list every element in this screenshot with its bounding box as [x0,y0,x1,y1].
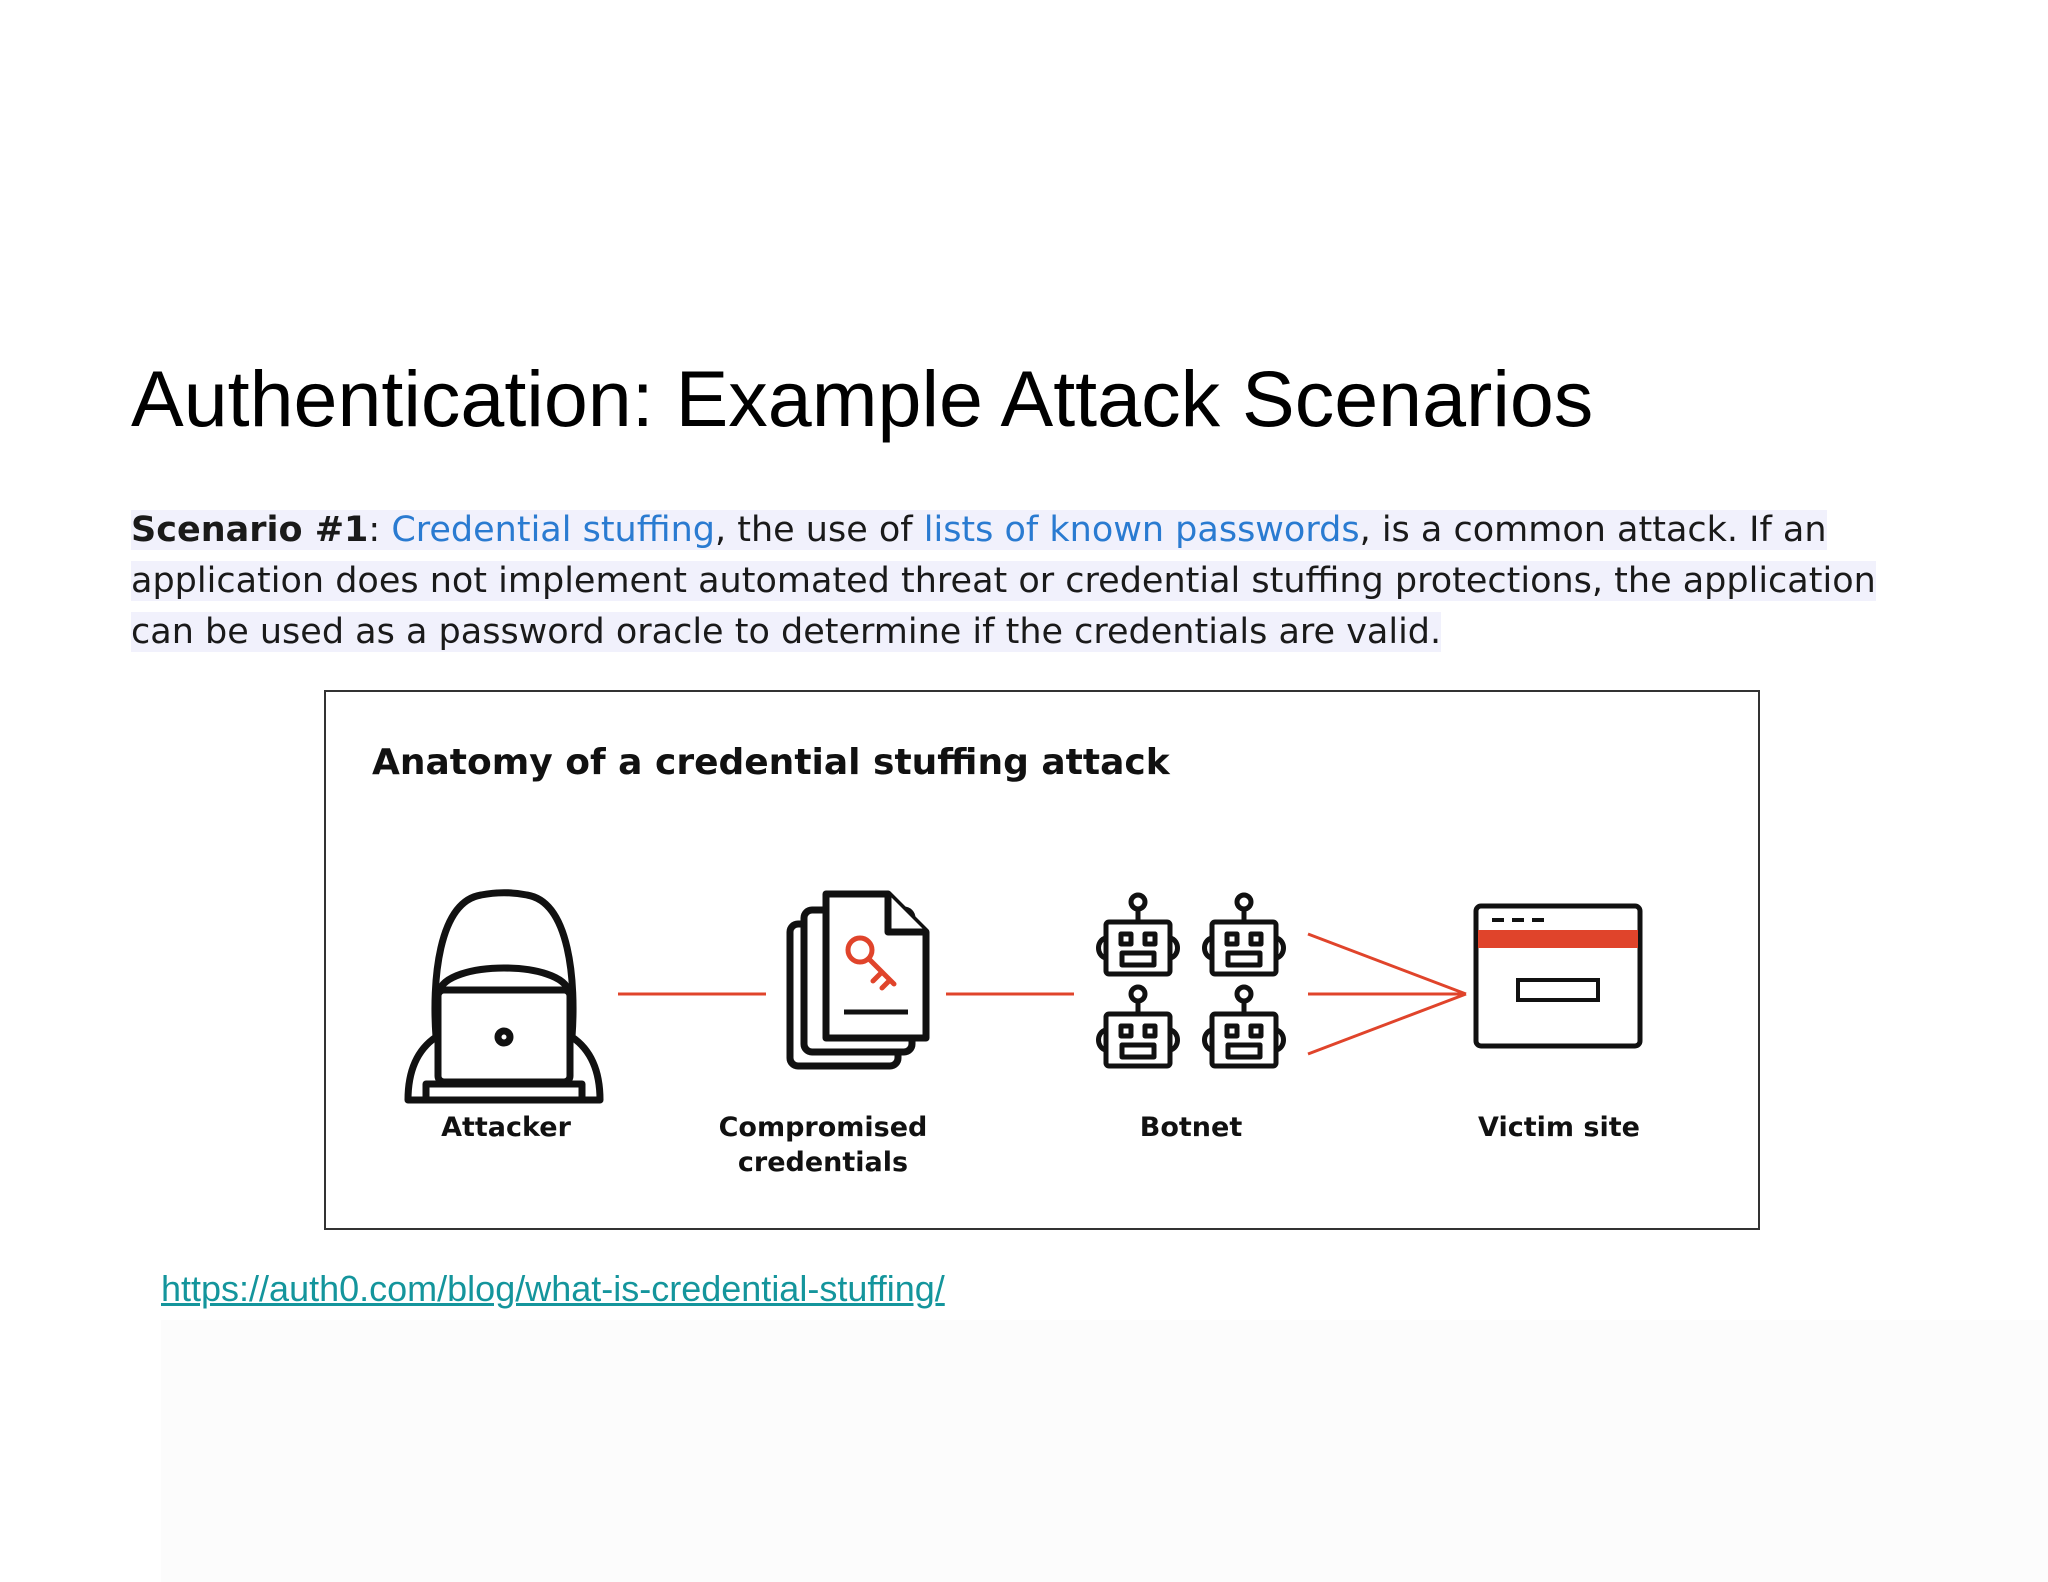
robot-botnet-icon [1099,895,1284,1066]
credentials-key-icon [790,894,926,1066]
scenario-paragraph [131,505,1891,658]
scenario-colon: : [368,510,392,550]
scenario-text-1: , the use of [714,510,924,550]
attack-diagram-figure [324,690,1760,1230]
browser-window-icon [1476,906,1640,1046]
known-passwords-link[interactable]: lists of known passwords [923,510,1360,550]
credentials-label: Compromised credentials [718,1112,928,1178]
botnet-label: Botnet [1139,1112,1243,1143]
credential-stuffing-link[interactable]: Credential stuffing [391,510,715,550]
connector-botnet-victim [1308,934,1466,1054]
attack-diagram [326,692,1758,1228]
attacker-label: Attacker [441,1112,571,1143]
hooded-attacker-icon [408,893,600,1100]
scenario-text-2: , is a common attack. If an application does not implement automated threat or credential stuffing protections, the application can be used as a password oracle to determine if the credentials are valid. [131,510,1876,652]
figure-title: Anatomy of a credential stuffing attack [372,742,1170,783]
source-link[interactable]: https://auth0.com/blog/what-is-credential-stuffing/ [161,1268,945,1309]
scenario-label: Scenario #1 [131,510,369,550]
background-shade [161,1320,2048,1582]
page-title: Authentication: Example Attack Scenarios [131,354,1594,443]
victim-site-label: Victim site [1478,1112,1640,1143]
